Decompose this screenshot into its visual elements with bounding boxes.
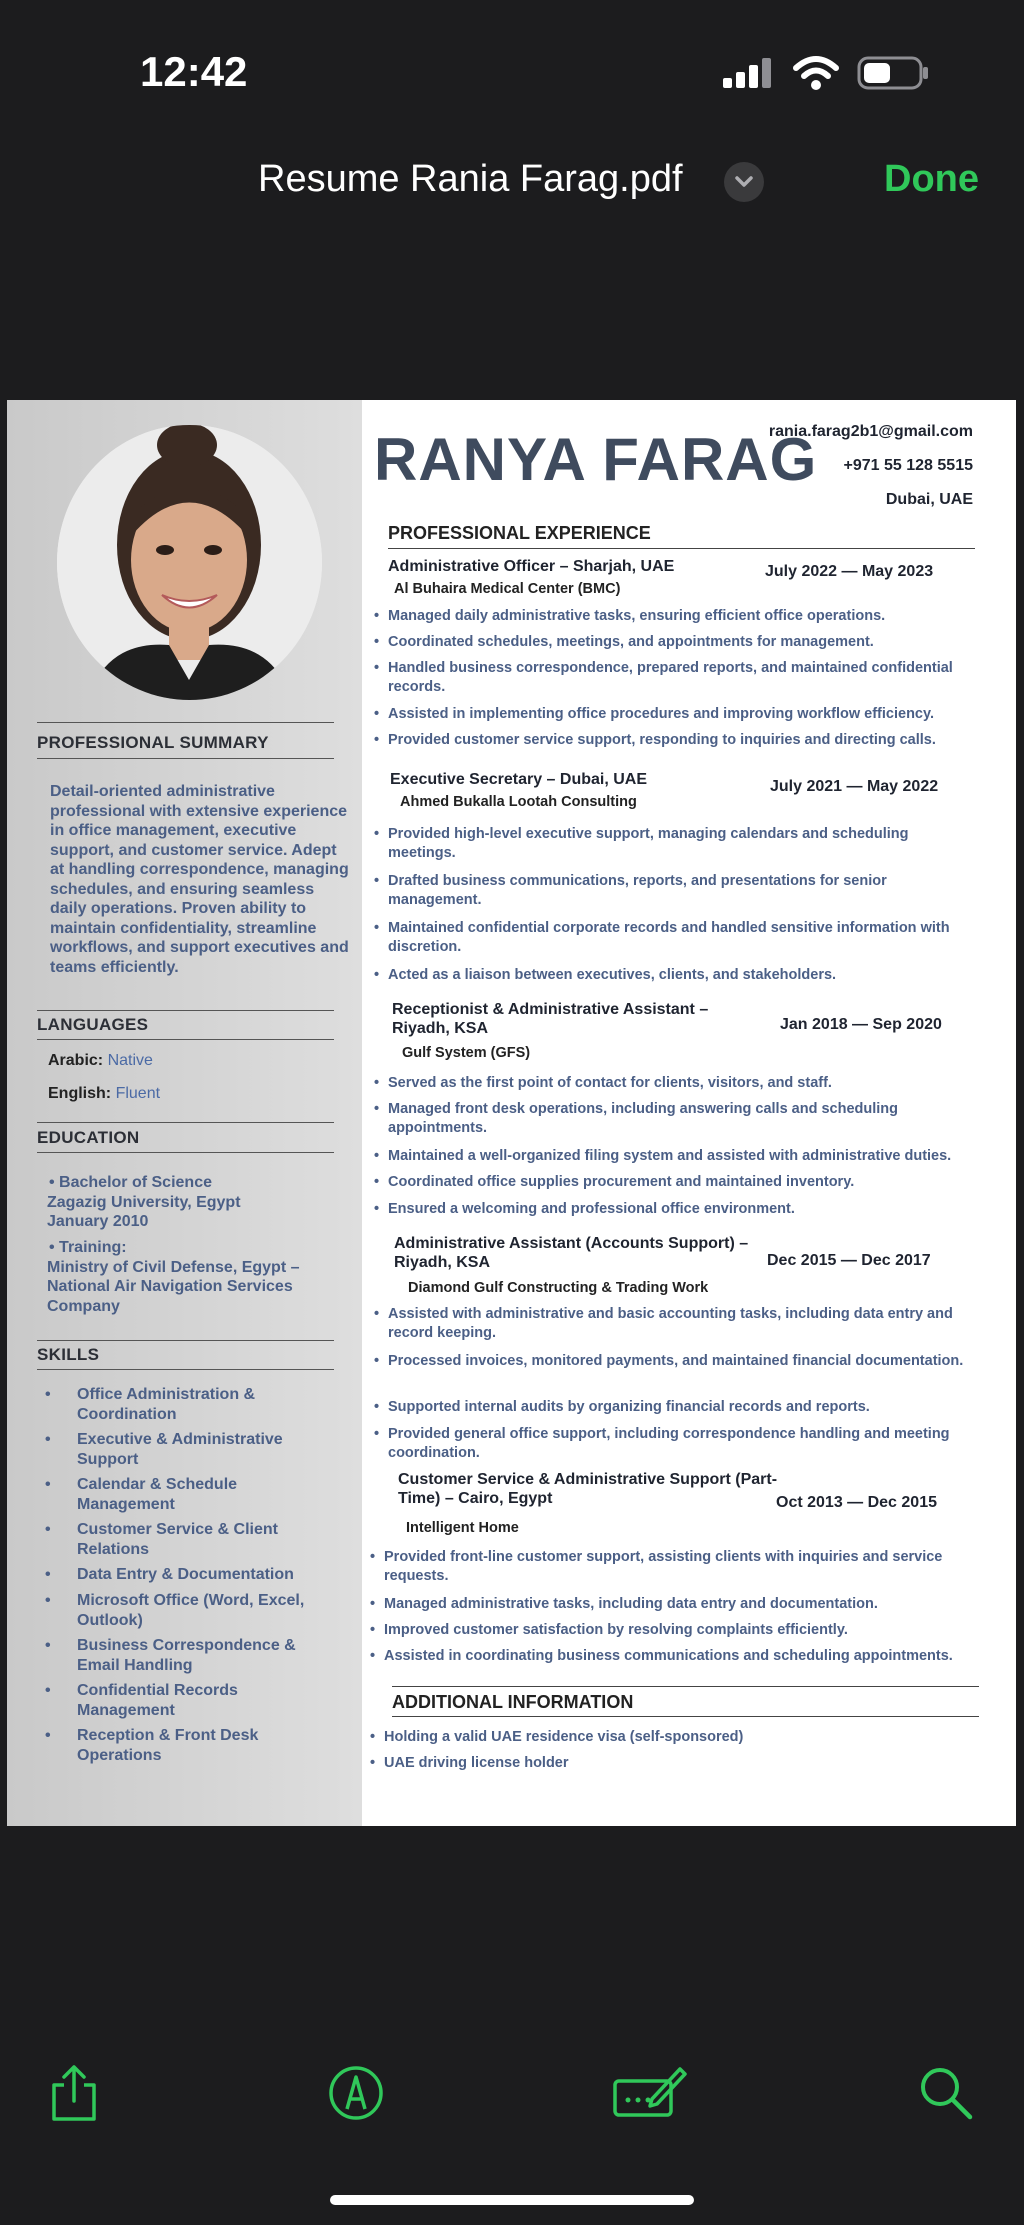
additional-bullet: • UAE driving license holder <box>366 1754 974 1773</box>
divider <box>37 1122 334 1123</box>
additional-bullet: • Holding a valid UAE residence visa (self-sponsored) <box>366 1728 974 1747</box>
language-item: English: Fluent <box>48 1085 161 1102</box>
job-bullet: • Assisted in coordinating business communications and scheduling appointments. <box>366 1647 974 1666</box>
job-bullet: • Assisted with administrative and basic accounting tasks, including data entry and record keeping. <box>370 1305 978 1343</box>
home-indicator[interactable] <box>330 2195 694 2205</box>
skill-item: • Calendar & Schedule Management <box>37 1475 337 1514</box>
job-bullet: • Managed front desk operations, including answering calls and scheduling appointments. <box>370 1100 978 1138</box>
divider <box>37 758 334 759</box>
job-title: Customer Service & Administrative Support (Part-Time) – Cairo, Egypt <box>398 1471 778 1507</box>
profile-photo <box>57 425 322 700</box>
skills-list <box>37 1385 337 1771</box>
job-bullet: • Maintained confidential corporate records and handled sensitive information with discretion. <box>370 919 978 957</box>
job-dates: July 2022 — May 2023 <box>765 563 934 580</box>
summary-heading: PROFESSIONAL SUMMARY <box>37 733 269 752</box>
job-bullet: • Handled business correspondence, prepared reports, and maintained confidential records. <box>370 659 978 697</box>
pdf-page[interactable] <box>7 400 1016 1826</box>
summary-text: Detail-oriented administrative professional with extensive experience in office management, executive support, and customer service. Adept at handling correspondence, managing schedules, and ensuring seamless daily operations. Proven ability to maintain confidentiality, streamline workflows, and support executives and teams efficiently. <box>50 783 349 976</box>
job-dates: Jan 2018 — Sep 2020 <box>780 1016 942 1033</box>
skill-item: • Microsoft Office (Word, Excel, Outlook) <box>37 1591 337 1630</box>
cellular-signal-icon <box>723 58 775 88</box>
chevron-down-icon <box>734 175 754 189</box>
job-title: Receptionist & Administrative Assistant – Riyadh, KSA <box>392 1001 709 1037</box>
divider <box>388 548 975 549</box>
skill-item: • Customer Service & Client Relations <box>37 1520 337 1559</box>
job-bullet: • Processed invoices, monitored payments, and maintained financial documentation. <box>370 1352 978 1371</box>
job-bullet: • Provided front-line customer support, assisting clients with inquiries and service requests. <box>366 1548 974 1586</box>
job-company: Ahmed Bukalla Lootah Consulting <box>400 794 637 810</box>
job-company: Gulf System (GFS) <box>402 1045 531 1061</box>
contact-location: Dubai, UAE <box>885 491 973 508</box>
job-bullet: • Coordinated schedules, meetings, and appointments for management. <box>370 633 978 652</box>
job-bullet: • Provided general office support, including correspondence handling and meeting coordination. <box>370 1425 978 1463</box>
status-time: 12:42 <box>140 48 248 95</box>
job-bullet: • Drafted business communications, reports, and presentations for senior management. <box>370 872 978 910</box>
wifi-icon <box>793 56 839 90</box>
job-bullet: • Provided high-level executive support, managing calendars and scheduling meetings. <box>370 825 978 863</box>
job-bullet: • Served as the first point of contact for clients, visitors, and staff. <box>370 1074 978 1093</box>
search-icon[interactable] <box>916 2063 976 2123</box>
resume-sidebar <box>7 400 362 1826</box>
divider <box>37 1369 334 1370</box>
job-bullet: • Managed administrative tasks, including data entry and documentation. <box>366 1595 974 1614</box>
contact-email: rania.farag2b1@gmail.com <box>768 423 973 440</box>
job-bullet: • Maintained a well-organized filing system and assisted with administrative duties. <box>370 1147 978 1166</box>
job-bullet: • Improved customer satisfaction by resolving complaints efficiently. <box>366 1621 974 1640</box>
job-bullet: • Assisted in implementing office procedures and improving workflow efficiency. <box>370 705 978 724</box>
divider <box>37 1152 334 1153</box>
skill-item: • Reception & Front Desk Operations <box>37 1726 337 1765</box>
job-title: Administrative Assistant (Accounts Support) – Riyadh, KSA <box>394 1235 749 1271</box>
job-company: Diamond Gulf Constructing & Trading Work <box>408 1280 709 1296</box>
job-company: Intelligent Home <box>406 1520 519 1536</box>
job-bullet: • Acted as a liaison between executives, clients, and stakeholders. <box>370 966 978 985</box>
languages-heading: LANGUAGES <box>37 1015 149 1034</box>
title-menu-button[interactable] <box>724 162 764 202</box>
job-company: Al Buhaira Medical Center (BMC) <box>394 581 621 597</box>
job-dates: Oct 2013 — Dec 2015 <box>776 1494 937 1511</box>
job-bullet: • Provided customer service support, responding to inquiries and directing calls. <box>370 731 978 750</box>
share-icon[interactable] <box>44 2063 104 2123</box>
job-title: Executive Secretary – Dubai, UAE <box>390 771 648 788</box>
job-title: Administrative Officer – Sharjah, UAE <box>388 558 675 575</box>
skill-item: • Executive & Administrative Support <box>37 1430 337 1469</box>
skill-item: • Confidential Records Management <box>37 1681 337 1720</box>
language-item: Arabic: Native <box>48 1052 153 1069</box>
education-item: • Bachelor of Science Zagazig University, Egypt January 2010 <box>47 1174 241 1230</box>
done-button[interactable]: Done <box>884 158 979 200</box>
additional-heading: ADDITIONAL INFORMATION <box>392 1692 634 1712</box>
job-bullet: • Managed daily administrative tasks, ensuring efficient office operations. <box>370 607 978 626</box>
divider <box>37 1340 334 1341</box>
status-icons <box>723 56 929 90</box>
skill-item: • Office Administration & Coordination <box>37 1385 337 1424</box>
divider <box>37 1010 334 1011</box>
skill-item: • Business Correspondence & Email Handling <box>37 1636 337 1675</box>
skill-item: • Data Entry & Documentation <box>37 1565 337 1585</box>
job-dates: Dec 2015 — Dec 2017 <box>767 1252 931 1269</box>
experience-heading: PROFESSIONAL EXPERIENCE <box>388 523 651 543</box>
divider <box>392 1716 979 1717</box>
skills-heading: SKILLS <box>37 1345 100 1364</box>
education-heading: EDUCATION <box>37 1128 140 1147</box>
markup-icon[interactable] <box>326 2063 386 2123</box>
education-item: • Training: Ministry of Civil Defense, Egypt – National Air Navigation Services Company <box>47 1239 300 1315</box>
divider <box>37 722 334 723</box>
resume-main <box>362 400 1016 1826</box>
job-dates: July 2021 — May 2022 <box>770 778 939 795</box>
document-title[interactable]: Resume Rania Farag.pdf <box>258 158 683 200</box>
sign-icon[interactable] <box>612 2063 688 2123</box>
job-bullet: • Supported internal audits by organizing financial records and reports. <box>370 1398 978 1417</box>
battery-icon <box>857 56 929 90</box>
job-bullet: • Ensured a welcoming and professional office environment. <box>370 1200 978 1219</box>
divider <box>37 1039 334 1040</box>
contact-phone: +971 55 128 5515 <box>843 457 973 474</box>
divider <box>392 1686 979 1687</box>
job-bullet: • Coordinated office supplies procurement and maintained inventory. <box>370 1173 978 1192</box>
candidate-name: RANYA FARAG <box>374 426 818 493</box>
